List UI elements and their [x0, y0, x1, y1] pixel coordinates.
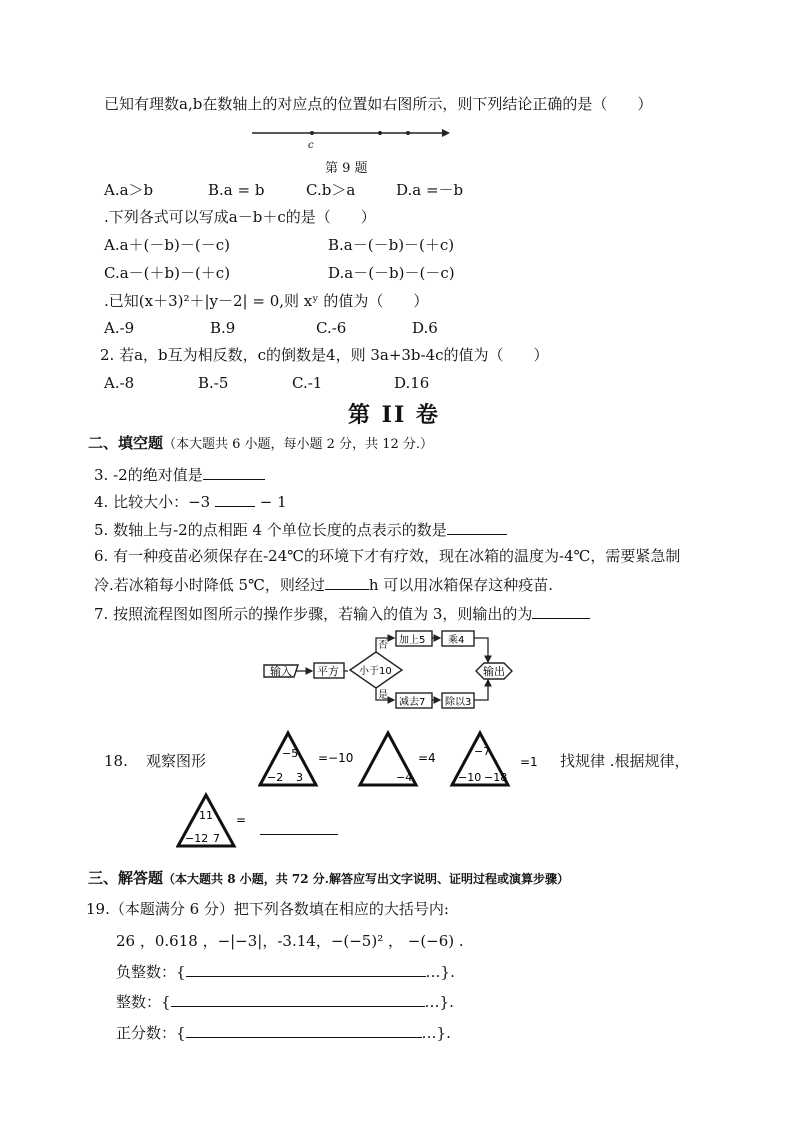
section3-heading: 三、解答题	[88, 869, 164, 887]
q19-stem: 19.（本题满分 6 分）把下列各数填在相应的大括号内:	[86, 900, 449, 918]
q9-option-c: C.b＞a	[306, 181, 356, 199]
point-a	[378, 131, 382, 135]
q16-line2-prefix: 冷.若冰箱每小时降低 5℃，则经过	[94, 576, 325, 594]
q11-option-d: D.6	[412, 319, 438, 337]
tri4-right: 7	[213, 832, 220, 845]
q12-option-c: C.-1	[292, 374, 323, 392]
tri2-right: −4	[396, 771, 413, 784]
q14-line	[94, 492, 287, 511]
tri2-result: =4	[418, 751, 436, 765]
tri1-right: 3	[296, 771, 303, 784]
flow-add5-label: 加上5	[399, 635, 426, 646]
flow-input-label: 输入	[270, 665, 292, 678]
flow-sub7-label: 减去7	[399, 697, 426, 708]
q19-cat2-label: 整数：{	[116, 993, 171, 1011]
q19-numbers: 26 ，0.618 ，−|−3|，-3.14，−(−5)² ， −(−6) .	[116, 932, 464, 950]
q19-cat1-blank[interactable]	[186, 962, 426, 977]
q11-stem: .已知(x＋3)²＋|y－2| = 0,则 xʸ 的值为（ ）	[104, 292, 429, 310]
tri3-result: =1	[520, 755, 538, 769]
q16-line2-suffix: h 可以用冰箱保存这种疫苗.	[368, 576, 554, 594]
number-line-figure	[250, 122, 470, 152]
number-line-arrow	[442, 129, 450, 137]
q18-tail: 找规律 .根据规律，	[560, 752, 690, 770]
q14-prefix: 4. 比较大小：−3	[94, 493, 211, 511]
section2-heading: 二、填空题	[88, 434, 164, 452]
flowchart	[262, 630, 542, 710]
q14-answer-blank[interactable]	[215, 492, 255, 507]
q10-option-d: D.a－(－b)－(－c)	[328, 264, 455, 282]
q17-text: 7. 按照流程图如图所示的操作步骤，若输入的值为 3，则输出的为	[94, 605, 533, 623]
q9-option-d: D.a =－b	[396, 181, 464, 199]
tri3-top: −7	[474, 745, 491, 758]
tri1-result: =−10	[318, 751, 354, 765]
section3-note: （本大题共 8 小题，共 72 分.解答应写出文字说明、证明过程或演算步骤）	[163, 872, 569, 886]
q11-option-c: C.-6	[316, 319, 347, 337]
q19-row-integers	[116, 992, 454, 1011]
q15-answer-blank[interactable]	[447, 520, 507, 535]
q17-answer-blank[interactable]	[532, 604, 590, 619]
tri1-top: −5	[282, 747, 299, 760]
q19-cat2-blank[interactable]	[171, 992, 425, 1007]
q19-cat3-label: 正分数：{	[116, 1024, 186, 1042]
tri3-right: −18	[484, 771, 508, 784]
q12-stem: 2. 若a，b互为相反数，c的倒数是4，则 3a+3b-4c的值为（ ）	[100, 346, 549, 364]
q15-line	[94, 520, 507, 539]
q19-row-negative-integers	[116, 962, 455, 981]
tri1-left: −2	[267, 771, 284, 784]
q19-cat1-tail: …}.	[425, 963, 455, 981]
flow-no-label: 否	[378, 640, 388, 651]
q9-option-a: A.a＞b	[104, 181, 154, 199]
q19-cat3-tail: …}.	[421, 1024, 451, 1042]
q11-option-a: A.-9	[104, 319, 135, 337]
q14-suffix: − 1	[259, 493, 287, 511]
flow-square-label: 平方	[317, 665, 339, 678]
q13-text: 3. -2的绝对值是	[94, 466, 203, 484]
q19-cat1-label: 负整数：{	[116, 963, 186, 981]
flow-div3-label: 除以3	[445, 697, 472, 708]
q18-num: 18.	[104, 752, 128, 770]
tri4-top: 11	[199, 809, 213, 822]
point-b	[406, 131, 410, 135]
flow-yes-label: 是	[378, 690, 388, 701]
section2-title: 第 II 卷	[348, 402, 440, 428]
q12-option-d: D.16	[394, 374, 430, 392]
q9-caption: 第 9 题	[325, 161, 368, 176]
section2-note: （本大题共 6 小题，每小题 2 分，共 12 分.）	[163, 437, 434, 452]
q16-line2	[94, 575, 553, 594]
q19-cat2-tail: …}.	[424, 993, 454, 1011]
q16-line1: 6. 有一种疫苗必须保存在-24℃的环境下才有疗效，现在冰箱的温度为-4℃，需要紧急制	[94, 547, 681, 565]
q17-line	[94, 604, 590, 623]
q10-option-c: C.a－(＋b)－(＋c)	[104, 264, 231, 282]
q16-answer-blank[interactable]	[325, 575, 369, 590]
q13-line	[94, 465, 265, 484]
flow-mul4-label: 乘4	[448, 635, 465, 646]
q9-option-b: B.a = b	[208, 181, 265, 199]
q10-option-a: A.a＋(－b)－(－c)	[104, 236, 230, 254]
q10-stem: .下列各式可以写成a－b＋c的是（ ）	[104, 208, 376, 226]
triangle-question	[176, 792, 256, 850]
q19-cat3-blank[interactable]	[186, 1023, 422, 1038]
axis-label-c: c	[308, 140, 314, 151]
tri3-left: −10	[458, 771, 482, 784]
q11-option-b: B.9	[210, 319, 236, 337]
flow-decision-label: 小于10	[359, 666, 392, 677]
tri4-left: −12	[185, 832, 209, 845]
flow-output-label: 输出	[483, 665, 505, 678]
q19-row-positive-fractions	[116, 1023, 451, 1042]
q18-answer-blank[interactable]	[260, 834, 338, 835]
q9-stem: 已知有理数a,b在数轴上的对应点的位置如右图所示，则下列结论正确的是（ ）	[104, 95, 653, 113]
q12-option-b: B.-5	[198, 374, 229, 392]
point-c	[310, 131, 314, 135]
q10-option-b: B.a－(－b)－(＋c)	[328, 236, 455, 254]
tri4-result: =	[236, 813, 247, 827]
q13-answer-blank[interactable]	[203, 465, 265, 480]
q12-option-a: A.-8	[104, 374, 135, 392]
q15-text: 5. 数轴上与-2的点相距 4 个单位长度的点表示的数是	[94, 521, 447, 539]
triangle-figures	[258, 730, 598, 790]
q18-label: 观察图形	[146, 752, 207, 770]
